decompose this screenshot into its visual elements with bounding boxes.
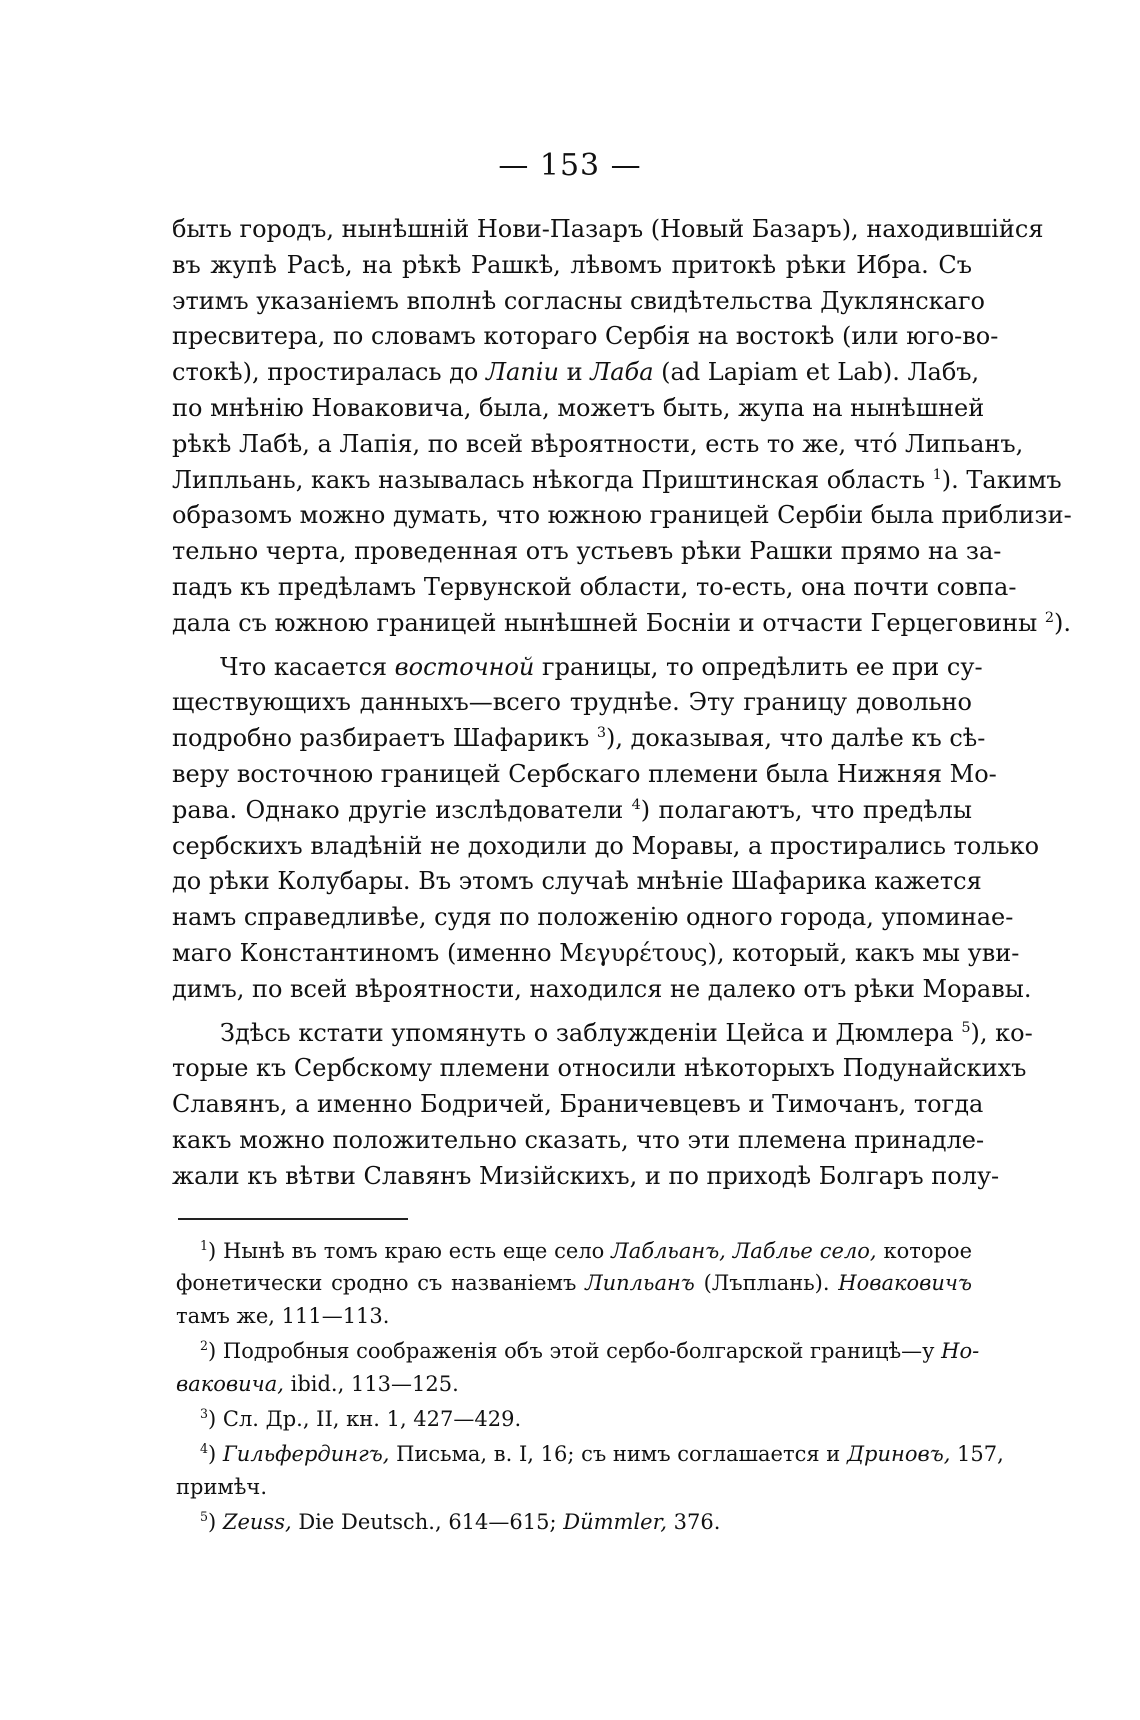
footnote-number: 5 — [200, 1509, 209, 1525]
page-number: — 153 — — [498, 148, 642, 183]
footnote-marker: 3 — [596, 725, 607, 742]
italic-term: Dümmler, — [563, 1510, 667, 1535]
footnote-line: $^1$) Нынѣ въ томъ краю есть еще село Лабльанъ, Лаблье село, которое — [200, 1238, 972, 1263]
text-line: образомъ можно думать, что южною границей Сербіи была приблизи- — [172, 501, 1072, 530]
footnote-divider — [178, 1218, 408, 1220]
text-line: Славянъ, а именно Бодричей, Браничевцевъ и Тимочанъ, тогда — [172, 1090, 984, 1119]
text-line: веру восточною границей Сербскаго племени была Нижняя Мо- — [172, 759, 997, 788]
footnote-line: примѣч. — [176, 1474, 267, 1499]
text-line: въ жупѣ Расѣ, на рѣкѣ Рашкѣ, лѣвомъ притокѣ рѣки Ибра. Съ — [172, 250, 972, 279]
footnote-marker: 2 — [1044, 609, 1054, 626]
footnote-marker: 5 — [961, 1019, 971, 1036]
footnote-line: $^3$) Сл. Др., II, кн. 1, 427—429. — [200, 1405, 522, 1431]
text-line: ществующихъ данныхъ—всего труднѣе. Эту границу довольно — [172, 688, 972, 717]
text-line: сербскихъ владѣній не доходили до Моравы, а простирались только — [172, 831, 1040, 860]
italic-term: ваковича, — [176, 1371, 284, 1396]
text-line: подробно разбираетъ Шафарикъ $^3$), доказывая, что далѣе къ сѣ- — [172, 724, 986, 753]
italic-term: Липльанъ — [585, 1271, 695, 1296]
text-line: падъ къ предѣламъ Тервунской области, то-есть, она почти совпа- — [172, 572, 1017, 601]
text-line: жали къ вѣтви Славянъ Мизійскихъ, и по приходѣ Болгаръ полу- — [172, 1161, 1000, 1190]
footnote-line: $^2$) Подробныя соображенія объ этой сербо-болгарской границѣ—у Но- — [200, 1338, 980, 1364]
italic-term: Лаба — [590, 358, 654, 387]
footnotes — [176, 1235, 1004, 1539]
text-line: стокѣ), простиралась до Лапіи и Лаба (ad Lapiam et Lab). Лабъ, — [172, 358, 980, 387]
text-line: тельно черта, проведенная отъ устьевъ рѣки Рашки прямо на за- — [172, 537, 1002, 566]
body-text — [172, 212, 1072, 1195]
text-line: до рѣки Колубары. Въ этомъ случаѣ мнѣніе Шафарика кажется — [172, 867, 982, 896]
text-line: маго Константиномъ (именно Μεγυρέτους), который, какъ мы уви- — [172, 938, 1020, 967]
footnote-line: $^4$) Гильфердингъ, Письма, в. I, 16; съ нимъ соглашается и Дриновъ, 157, — [200, 1441, 1004, 1467]
text-line: какъ можно положительно сказать, что эти племена принадле- — [172, 1125, 985, 1154]
italic-term: Гильфердингъ, — [222, 1442, 390, 1467]
text-line: Что касается восточной границы, то опредѣлить ее при су- — [220, 652, 983, 681]
text-line: рѣкѣ Лабѣ, а Лапія, по всей вѣроятности, есть то же, чтó Липьанъ, — [172, 429, 1024, 458]
italic-term: Zeuss, — [222, 1510, 292, 1535]
text-line: намъ справедливѣе, судя по положенію одного города, упоминае- — [172, 903, 1014, 932]
footnote-marker: 1 — [932, 466, 942, 483]
footnote-line: тамъ же, 111—113. — [176, 1303, 390, 1328]
text-line: рава. Однако другіе изслѣдователи $^4$) полагаютъ, что предѣлы — [172, 795, 972, 824]
italic-term: Лабльанъ, Лаблье село, — [611, 1239, 877, 1263]
text-line: по мнѣнію Новаковича, была, можетъ быть, жупа на нынѣшней — [172, 393, 985, 422]
text-line: Здѣсь кстати упомянуть о заблужденіи Цейса и Дюмлера $^5$), ко- — [220, 1018, 1033, 1047]
footnote-number: 4 — [200, 1441, 209, 1457]
text-line: этимъ указаніемъ вполнѣ согласны свидѣтельства Дуклянскаго — [172, 286, 985, 315]
italic-term: восточной — [394, 652, 535, 681]
footnote-number: 1 — [200, 1238, 209, 1253]
text-line: пресвитера, по словамъ котораго Сербія на востокѣ (или юго-во- — [172, 322, 999, 351]
footnote-number: 3 — [200, 1405, 209, 1421]
footnote-marker: 4 — [631, 796, 641, 813]
footnote-line: $^5$) Zeuss, Die Deutsch., 614—615; Dümmler, 376. — [200, 1509, 721, 1535]
footnote-line: фонетически сродно съ названіемъ Липльанъ (Лъплıань). Новаковичъ — [176, 1271, 972, 1296]
italic-term: Лапіи — [486, 358, 559, 387]
italic-term: Новаковичъ — [838, 1271, 972, 1296]
footnote-number: 2 — [200, 1338, 209, 1354]
text-line: димъ, по всей вѣроятности, находился не далеко отъ рѣки Моравы. — [172, 974, 1032, 1003]
text-line: дала съ южною границей нынѣшней Босніи и отчасти Герцеговины $^2$). — [172, 608, 1071, 637]
italic-term: Но- — [941, 1339, 980, 1364]
footnote-line: ваковича, ibid., 113—125. — [176, 1371, 459, 1396]
text-line: быть городъ, нынѣшній Нови-Пазаръ (Новый Базаръ), находившійся — [172, 215, 1044, 243]
italic-term: Дриновъ, — [846, 1442, 951, 1467]
text-line: Липльань, какъ называлась нѣкогда Приштинская область $^1$). Такимъ — [172, 465, 1062, 494]
text-line: торые къ Сербскому племени относили нѣкоторыхъ Подунайскихъ — [172, 1054, 1027, 1083]
